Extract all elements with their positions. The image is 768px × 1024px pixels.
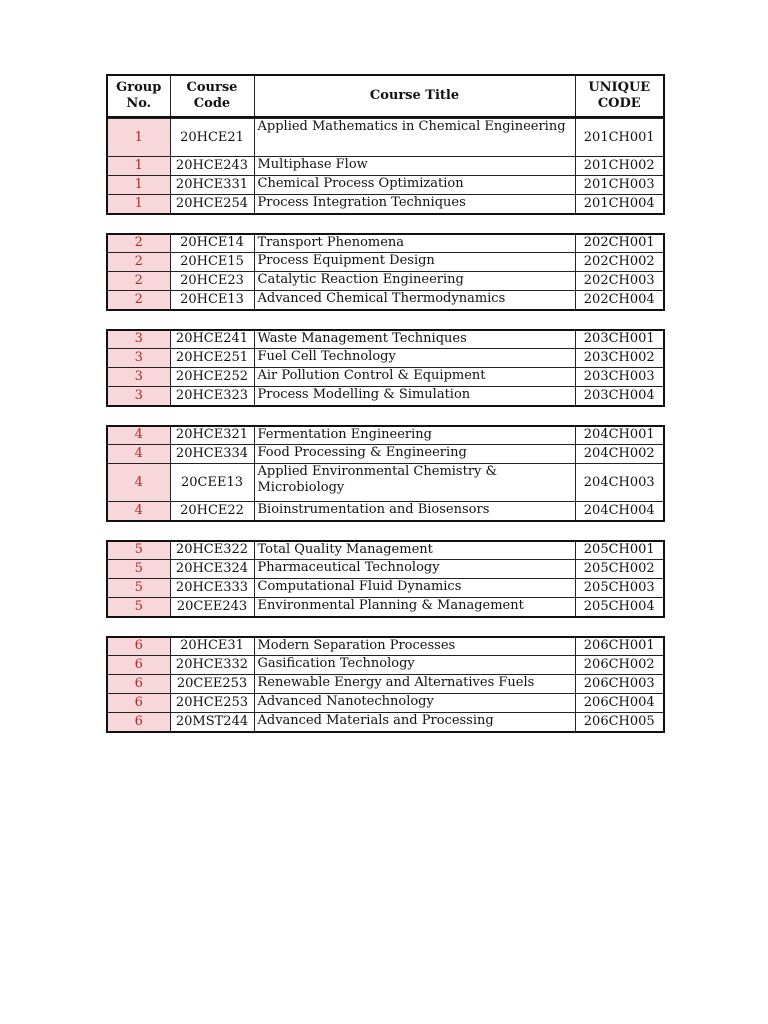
table-row [107, 195, 664, 214]
unique-code-cell: 203CH003 [575, 368, 664, 387]
course-code-cell: 20HCE254 [170, 195, 254, 214]
table-row [107, 464, 664, 502]
group-gap [106, 215, 663, 233]
course-code-cell: 20MST244 [170, 713, 254, 732]
unique-code-cell: 202CH004 [575, 291, 664, 310]
header-table [106, 74, 665, 118]
table-row [107, 368, 664, 387]
table-row [107, 291, 664, 310]
course-code-cell: 20HCE252 [170, 368, 254, 387]
unique-code-cell: 205CH004 [575, 598, 664, 617]
table-row [107, 445, 664, 464]
group-no-cell: 4 [107, 502, 170, 521]
course-title-cell: Advanced Nanotechnology [254, 694, 575, 713]
unique-code-cell: 206CH001 [575, 637, 664, 656]
group-gap [106, 522, 663, 540]
table-row [107, 541, 664, 560]
course-title-cell: Applied Environmental Chemistry & Microbiology [254, 464, 575, 502]
group-no-cell: 5 [107, 560, 170, 579]
course-code-cell: 20HCE241 [170, 330, 254, 349]
unique-code-cell: 204CH001 [575, 426, 664, 445]
group-no-cell: 3 [107, 368, 170, 387]
course-code-cell: 20HCE334 [170, 445, 254, 464]
table-row [107, 176, 664, 195]
table-row [107, 675, 664, 694]
unique-code-cell: 202CH003 [575, 272, 664, 291]
unique-code-cell: 205CH001 [575, 541, 664, 560]
course-code-cell: 20HCE251 [170, 349, 254, 368]
unique-code-cell: 202CH002 [575, 253, 664, 272]
course-title-cell: Air Pollution Control & Equipment [254, 368, 575, 387]
course-title-cell: Pharmaceutical Technology [254, 560, 575, 579]
table-row [107, 349, 664, 368]
course-code-cell: 20CEE253 [170, 675, 254, 694]
course-title-cell: Transport Phenomena [254, 234, 575, 253]
header-unique-code: UNIQUE CODE [575, 75, 664, 117]
group-no-cell: 1 [107, 157, 170, 176]
unique-code-cell: 201CH002 [575, 157, 664, 176]
group-no-cell: 4 [107, 464, 170, 502]
course-title-cell: Multiphase Flow [254, 157, 575, 176]
header-course-title: Course Title [254, 75, 575, 117]
unique-code-cell: 204CH003 [575, 464, 664, 502]
table-row [107, 502, 664, 521]
group-table [106, 329, 665, 407]
group-gap [106, 618, 663, 636]
group-no-cell: 1 [107, 119, 170, 157]
group-no-cell: 1 [107, 176, 170, 195]
group-table [106, 636, 665, 733]
course-code-cell: 20HCE14 [170, 234, 254, 253]
course-title-cell: Fermentation Engineering [254, 426, 575, 445]
course-title-cell: Process Modelling & Simulation [254, 387, 575, 406]
course-title-cell: Chemical Process Optimization [254, 176, 575, 195]
table-row [107, 637, 664, 656]
course-title-cell: Fuel Cell Technology [254, 349, 575, 368]
unique-code-cell: 203CH001 [575, 330, 664, 349]
group-no-cell: 1 [107, 195, 170, 214]
course-list-sheet [106, 74, 663, 733]
course-code-cell: 20HCE323 [170, 387, 254, 406]
course-title-cell: Bioinstrumentation and Biosensors [254, 502, 575, 521]
course-title-cell: Gasification Technology [254, 656, 575, 675]
group-no-cell: 2 [107, 253, 170, 272]
course-title-cell: Applied Mathematics in Chemical Engineering [254, 119, 575, 157]
course-code-cell: 20HCE31 [170, 637, 254, 656]
table-row [107, 579, 664, 598]
course-code-cell: 20HCE324 [170, 560, 254, 579]
unique-code-cell: 202CH001 [575, 234, 664, 253]
group-no-cell: 2 [107, 291, 170, 310]
course-code-cell: 20HCE21 [170, 119, 254, 157]
course-code-cell: 20HCE13 [170, 291, 254, 310]
group-no-cell: 2 [107, 234, 170, 253]
course-title-cell: Advanced Materials and Processing [254, 713, 575, 732]
course-code-cell: 20HCE332 [170, 656, 254, 675]
unique-code-cell: 203CH004 [575, 387, 664, 406]
table-row [107, 119, 664, 157]
unique-code-cell: 205CH002 [575, 560, 664, 579]
course-code-cell: 20CEE243 [170, 598, 254, 617]
table-row [107, 656, 664, 675]
course-code-cell: 20HCE15 [170, 253, 254, 272]
table-row [107, 426, 664, 445]
course-title-cell: Waste Management Techniques [254, 330, 575, 349]
group-no-cell: 6 [107, 694, 170, 713]
course-title-cell: Environmental Planning & Management [254, 598, 575, 617]
unique-code-cell: 204CH004 [575, 502, 664, 521]
group-no-cell: 3 [107, 330, 170, 349]
course-code-cell: 20HCE321 [170, 426, 254, 445]
table-row [107, 694, 664, 713]
group-no-cell: 6 [107, 713, 170, 732]
course-title-cell: Renewable Energy and Alternatives Fuels [254, 675, 575, 694]
group-table [106, 233, 665, 311]
table-row [107, 330, 664, 349]
group-gap [106, 407, 663, 425]
table-row [107, 560, 664, 579]
header-group-no: Group No. [107, 75, 170, 117]
course-title-cell: Advanced Chemical Thermodynamics [254, 291, 575, 310]
group-table [106, 540, 665, 618]
unique-code-cell: 206CH003 [575, 675, 664, 694]
course-title-cell: Total Quality Management [254, 541, 575, 560]
group-tables [106, 118, 663, 733]
course-title-cell: Computational Fluid Dynamics [254, 579, 575, 598]
table-row [107, 598, 664, 617]
group-no-cell: 6 [107, 637, 170, 656]
unique-code-cell: 206CH004 [575, 694, 664, 713]
unique-code-cell: 201CH001 [575, 119, 664, 157]
group-no-cell: 4 [107, 445, 170, 464]
group-no-cell: 6 [107, 656, 170, 675]
group-no-cell: 5 [107, 579, 170, 598]
table-row [107, 272, 664, 291]
table-row [107, 234, 664, 253]
table-row [107, 157, 664, 176]
group-no-cell: 3 [107, 387, 170, 406]
course-code-cell: 20HCE23 [170, 272, 254, 291]
course-title-cell: Food Processing & Engineering [254, 445, 575, 464]
unique-code-cell: 206CH002 [575, 656, 664, 675]
header-row [107, 75, 664, 117]
unique-code-cell: 201CH003 [575, 176, 664, 195]
course-code-cell: 20HCE253 [170, 694, 254, 713]
group-no-cell: 4 [107, 426, 170, 445]
group-gap [106, 311, 663, 329]
group-no-cell: 6 [107, 675, 170, 694]
course-code-cell: 20CEE13 [170, 464, 254, 502]
unique-code-cell: 206CH005 [575, 713, 664, 732]
course-title-cell: Process Equipment Design [254, 253, 575, 272]
group-no-cell: 3 [107, 349, 170, 368]
group-no-cell: 5 [107, 541, 170, 560]
unique-code-cell: 205CH003 [575, 579, 664, 598]
course-title-cell: Modern Separation Processes [254, 637, 575, 656]
course-code-cell: 20HCE333 [170, 579, 254, 598]
group-no-cell: 2 [107, 272, 170, 291]
header-course-code: Course Code [170, 75, 254, 117]
course-code-cell: 20HCE331 [170, 176, 254, 195]
unique-code-cell: 201CH004 [575, 195, 664, 214]
group-no-cell: 5 [107, 598, 170, 617]
course-title-cell: Process Integration Techniques [254, 195, 575, 214]
unique-code-cell: 204CH002 [575, 445, 664, 464]
unique-code-cell: 203CH002 [575, 349, 664, 368]
table-row [107, 387, 664, 406]
course-title-cell: Catalytic Reaction Engineering [254, 272, 575, 291]
course-code-cell: 20HCE22 [170, 502, 254, 521]
table-row [107, 713, 664, 732]
group-table [106, 425, 665, 522]
group-table [106, 118, 665, 215]
course-code-cell: 20HCE322 [170, 541, 254, 560]
table-row [107, 253, 664, 272]
course-code-cell: 20HCE243 [170, 157, 254, 176]
